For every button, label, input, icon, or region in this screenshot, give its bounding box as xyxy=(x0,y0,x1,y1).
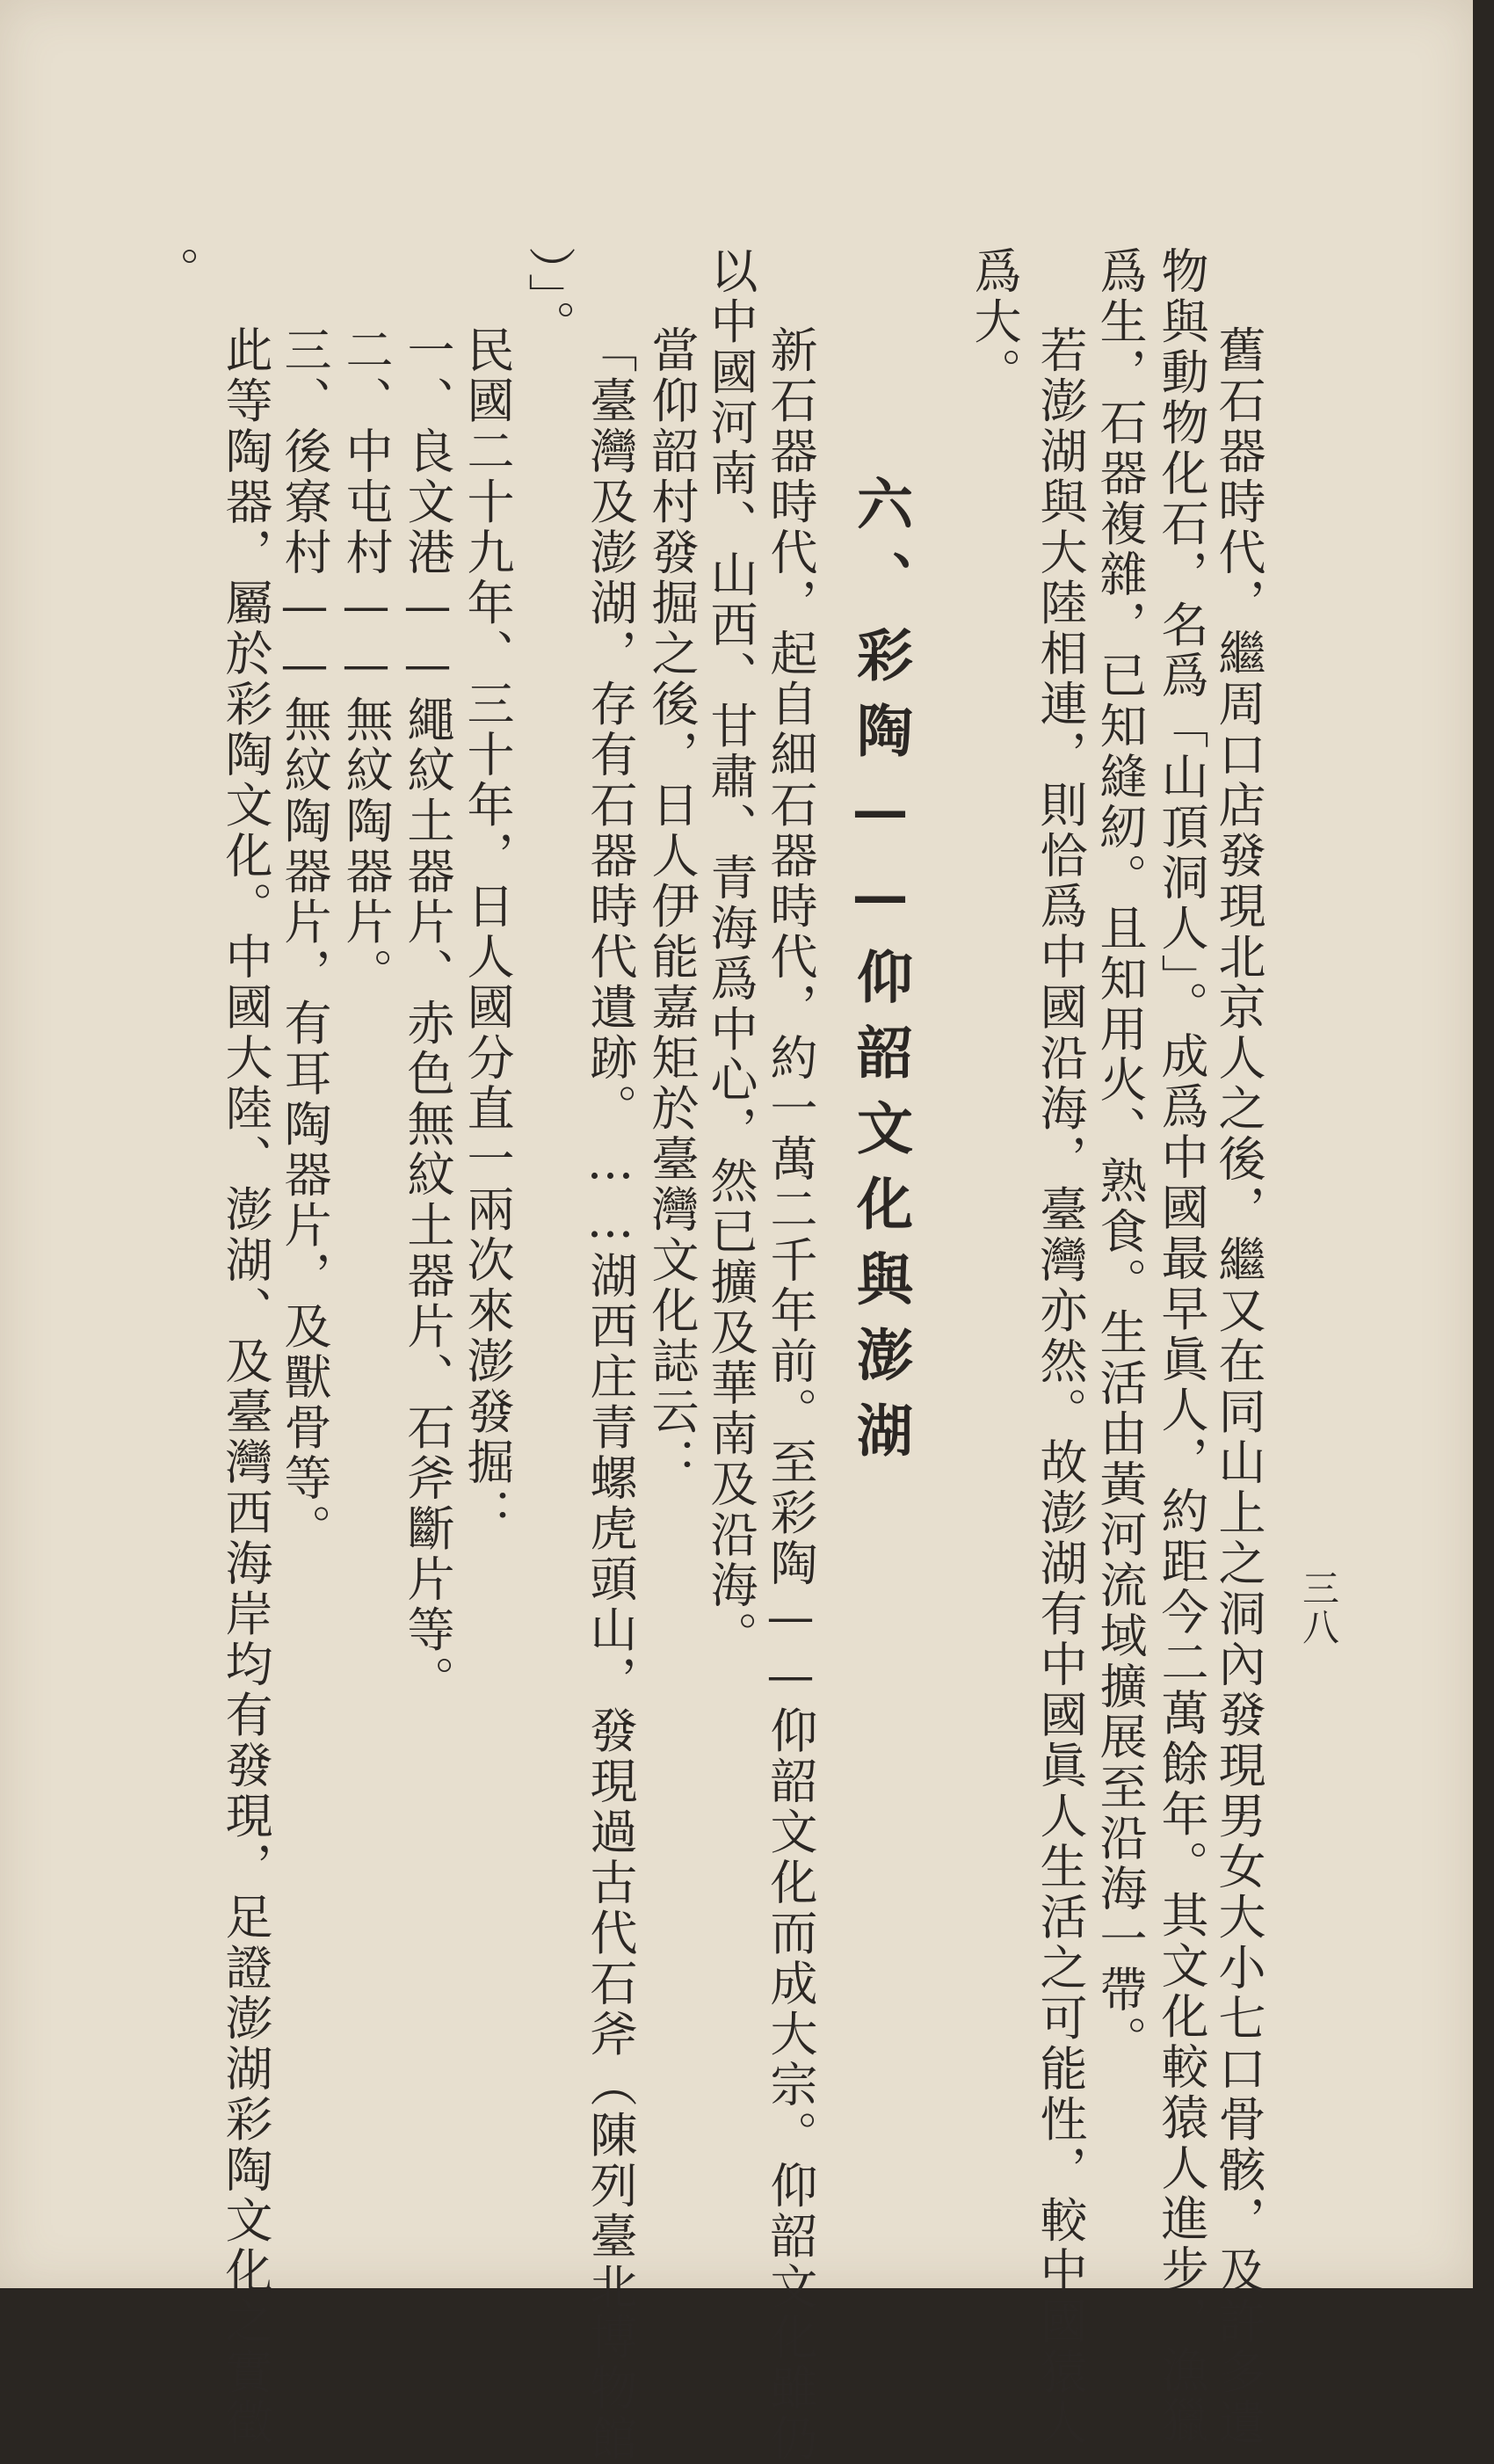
text-column: 民國二十九年、三十年，日人國分直一兩次來澎發掘： xyxy=(460,325,515,1538)
text-column: 舊石器時代，繼周口店發現北京人之後，繼又在同山上之洞內發現男女大小七口骨骸，及許多遺 xyxy=(1211,325,1266,2448)
text-column: 以中國河南、山西、甘肅、青海爲中心，然已擴及華南及沿海。 xyxy=(703,246,758,1661)
text-column: 當仰韶村發掘之後，日人伊能嘉矩於臺灣文化誌云： xyxy=(644,325,700,1488)
text-column: 若澎湖與大陸相連，則恰爲中國沿海，臺灣亦然。故澎湖有中國眞人生活之可能性，較中國猿人 xyxy=(1033,325,1088,2448)
text-column: 「臺灣及澎湖，存有石器時代遺跡。……湖西庄青螺虎頭山，發現過古代石斧（陳列臺北博物館 xyxy=(583,325,638,2464)
text-column: 此等陶器，屬於彩陶文化。中國大陸、澎湖、及臺灣西海岸均有發現，足證澎湖彩陶文化之實徵 xyxy=(218,325,273,2448)
text-column: 三、後寮村——無紋陶器片，有耳陶器片，及獸骨等。 xyxy=(277,325,332,1554)
text-column: 一、良文港——繩紋土器片、赤色無紋土器片、石斧斷片等。 xyxy=(400,325,455,1706)
text-column: 爲大。 xyxy=(967,246,1022,398)
text-column: 爲生，石器複雜，已知縫紉。且知用火、熟食。生活由黃河流域擴展至沿海一帶。 xyxy=(1092,246,1148,2066)
section-heading: 六、彩陶——仰韶文化與澎湖 xyxy=(847,475,913,1477)
text-column: ）」。 xyxy=(521,246,577,351)
page-number: 三八 xyxy=(1297,1569,1340,1646)
text-column: 新石器時代，起自細石器時代，約一萬二千年前。至彩陶——仰韶文化而成大宗。仰韶文化雖仍 xyxy=(763,325,818,2464)
text-column: 。 xyxy=(145,246,200,297)
text-column: 二、中屯村——無紋陶器片。 xyxy=(338,325,394,999)
text-column: 物與動物化石，名爲「山頂洞人」。成爲中國最早眞人，約距今二萬餘年。其文化較猿人進步，漁獵 xyxy=(1154,246,1209,2446)
